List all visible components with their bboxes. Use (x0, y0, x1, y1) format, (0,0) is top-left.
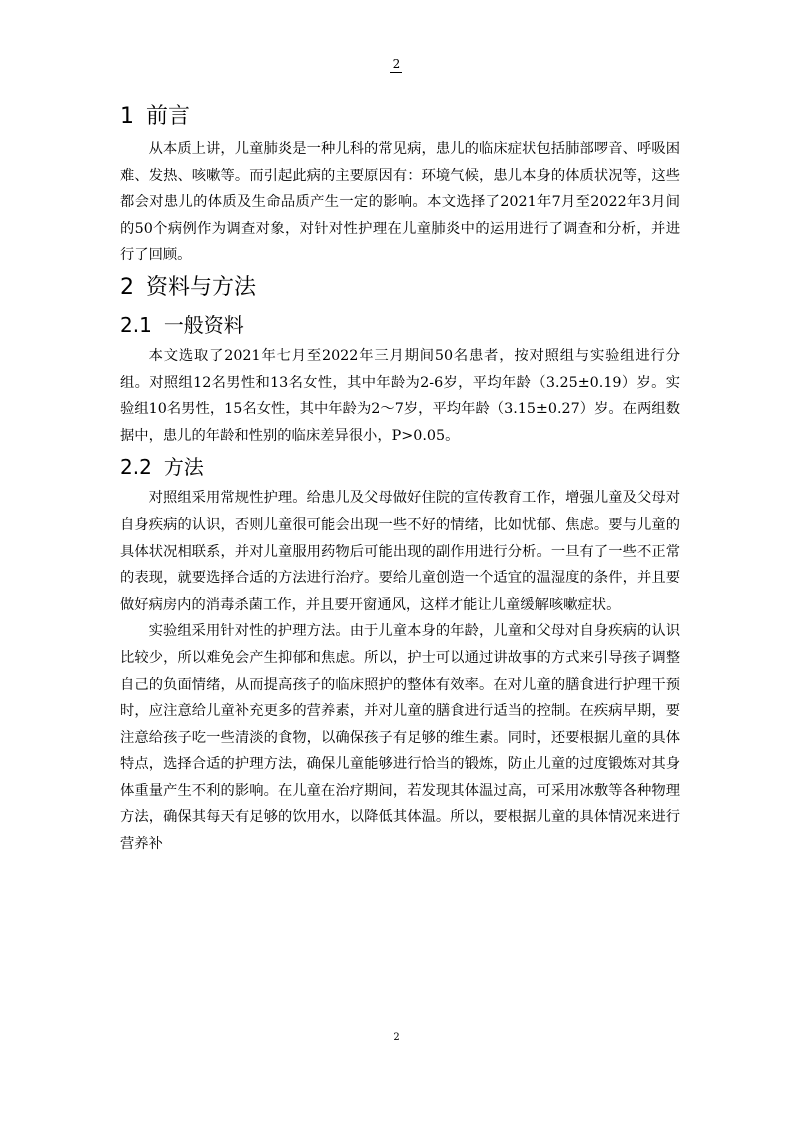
subsection-title: 一般资料 (163, 312, 244, 337)
subsection-number: 2.1 (120, 312, 152, 337)
paragraph: 对照组采用常规性护理。给患儿及父母做好住院的宣传教育工作，增强儿童及父母对自身疾病的认识，否则儿童很可能会出现一些不好的情绪，比如忧郁、焦虑。要与儿童的具体状况相联系，并对儿童服用药物后可能出现的副作用进行分析。一旦有了一些不正常的表现，就要选择合适的方法进行治疗。要给儿童创造一个适宜的温湿度的条件，并且要做好病房内的消毒杀菌工作，并且要开窗通风，这样才能让儿童缓解咳嗽症状。 (120, 490, 680, 613)
paragraph: 本文选取了2021年七月至2022年三月期间50名患者，按对照组与实验组进行分组。对照组12名男性和13名女性，其中年龄为2-6岁，平均年龄（3.25±0.19）岁。实验组10名男性，15名女性，其中年龄为2～7岁，平均年龄（3.15±0.27）岁。在两组数据中，患儿的年龄和性别的临床差异很小，P>0.05。 (120, 347, 680, 444)
subsection-title: 方法 (163, 455, 204, 480)
section-title: 资料与方法 (146, 274, 257, 300)
section-number: 1 (120, 104, 134, 129)
header-page-number: 2 (392, 57, 401, 71)
subsection-heading-2-2 (120, 449, 680, 485)
section-heading-2 (120, 269, 680, 307)
page-content (120, 98, 680, 858)
section-heading-1 (120, 98, 680, 136)
subsection-number: 2.2 (120, 455, 152, 480)
footer-page-number: 2 (393, 1032, 400, 1043)
subsection-heading-2-1 (120, 307, 680, 343)
section-title: 前言 (146, 104, 191, 129)
paragraph: 从本质上讲，儿童肺炎是一种儿科的常见病，患儿的临床症状包括肺部啰音、呼吸困难、发热、咳嗽等。而引起此病的主要原因有：环境气候，患儿本身的体质状况等，这些都会对患儿的体质及生命品质产生一定的影响。本文选择了2021年7月至2022年3月间的50个病例作为调查对象，对针对性护理在儿童肺炎中的运用进行了调查和分析，并进行了回顾。 (120, 141, 680, 264)
paragraph: 实验组采用针对性的护理方法。由于儿童本身的年龄，儿童和父母对自身疾病的认识比较少，所以难免会产生抑郁和焦虑。所以，护士可以通过讲故事的方式来引导孩子调整自己的负面情绪，从而提高孩子的临床照护的整体有效率。在对儿童的膳食进行护理干预时，应注意给儿童补充更多的营养素，并对儿童的膳食进行适当的控制。在疾病早期，要注意给孩子吃一些清淡的食物，以确保孩子有足够的维生素。同时，还要根据儿童的具体特点，选择合适的护理方法，确保儿童能够进行恰当的锻炼，防止儿童的过度锻炼对其身体重量产生不利的影响。在儿童在治疗期间，若发现其体温过高，可采用冰敷等各种物理方法，确保其每天有足够的饮用水，以降低其体温。所以，要根据儿童的具体情况来进行营养补 (120, 623, 680, 853)
section-number: 2 (120, 274, 134, 300)
header-underline (390, 72, 402, 73)
